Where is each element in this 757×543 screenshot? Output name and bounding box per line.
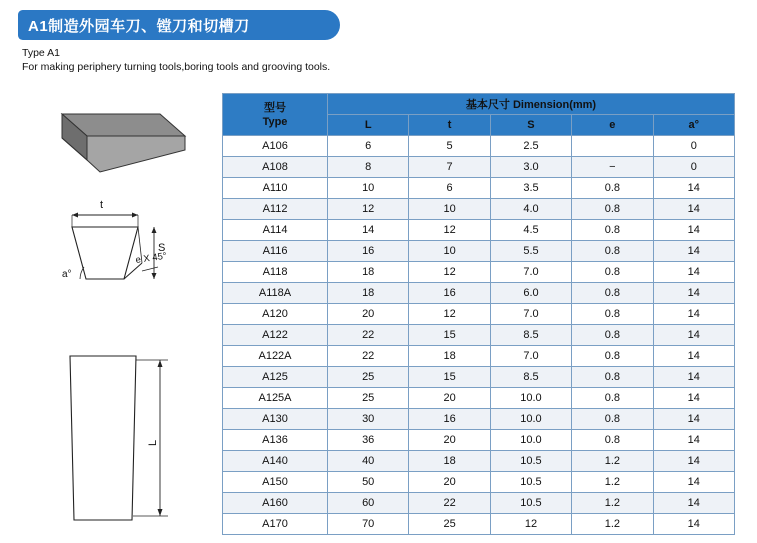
cell-L: 40 xyxy=(328,451,409,472)
cell-type: A122A xyxy=(223,346,328,367)
table-row xyxy=(223,514,735,535)
cell-a: 14 xyxy=(653,178,734,199)
cell-t: 12 xyxy=(409,304,490,325)
table-row xyxy=(223,178,735,199)
cell-S: 10.0 xyxy=(490,409,571,430)
cell-e: 0.8 xyxy=(572,220,653,241)
cell-type: A130 xyxy=(223,409,328,430)
cell-a: 14 xyxy=(653,409,734,430)
cell-t: 22 xyxy=(409,493,490,514)
table-row xyxy=(223,430,735,451)
cell-type: A118 xyxy=(223,262,328,283)
svg-text:a°: a° xyxy=(62,269,72,280)
cell-e: 1.2 xyxy=(572,493,653,514)
cell-type: A125A xyxy=(223,388,328,409)
cell-type: A125 xyxy=(223,367,328,388)
cell-a: 14 xyxy=(653,220,734,241)
cell-t: 20 xyxy=(409,430,490,451)
cell-e: 1.2 xyxy=(572,472,653,493)
cell-a: 14 xyxy=(653,241,734,262)
table-row xyxy=(223,409,735,430)
cell-S: 5.5 xyxy=(490,241,571,262)
cell-e: 1.2 xyxy=(572,514,653,535)
header-col-a: a° xyxy=(653,115,734,136)
cell-t: 15 xyxy=(409,325,490,346)
table-row xyxy=(223,388,735,409)
cell-a: 14 xyxy=(653,430,734,451)
table-row xyxy=(223,451,735,472)
cell-L: 36 xyxy=(328,430,409,451)
cell-L: 14 xyxy=(328,220,409,241)
cell-S: 10.5 xyxy=(490,472,571,493)
cell-t: 12 xyxy=(409,220,490,241)
table-row xyxy=(223,367,735,388)
table-header xyxy=(223,94,735,136)
cell-type: A160 xyxy=(223,493,328,514)
cell-a: 14 xyxy=(653,514,734,535)
cell-a: 14 xyxy=(653,367,734,388)
cell-t: 15 xyxy=(409,367,490,388)
cell-e: − xyxy=(572,157,653,178)
cell-S: 10.0 xyxy=(490,388,571,409)
cell-t: 7 xyxy=(409,157,490,178)
cell-e: 0.8 xyxy=(572,199,653,220)
cell-S: 10.5 xyxy=(490,451,571,472)
table-row xyxy=(223,325,735,346)
cell-type: A120 xyxy=(223,304,328,325)
cell-a: 14 xyxy=(653,388,734,409)
cell-S: 4.5 xyxy=(490,220,571,241)
table-row xyxy=(223,346,735,367)
cell-e: 0.8 xyxy=(572,388,653,409)
cell-a: 14 xyxy=(653,325,734,346)
cell-a: 14 xyxy=(653,199,734,220)
cell-a: 14 xyxy=(653,493,734,514)
cell-S: 6.0 xyxy=(490,283,571,304)
cell-S: 7.0 xyxy=(490,346,571,367)
cell-L: 25 xyxy=(328,367,409,388)
cell-t: 16 xyxy=(409,283,490,304)
cell-S: 8.5 xyxy=(490,367,571,388)
cell-S: 12 xyxy=(490,514,571,535)
cell-a: 0 xyxy=(653,136,734,157)
table-body xyxy=(223,136,735,535)
cell-L: 25 xyxy=(328,388,409,409)
cell-S: 4.0 xyxy=(490,199,571,220)
table-row xyxy=(223,241,735,262)
table-row xyxy=(223,157,735,178)
cell-type: A140 xyxy=(223,451,328,472)
cell-L: 70 xyxy=(328,514,409,535)
cell-L: 18 xyxy=(328,283,409,304)
cell-S: 10.5 xyxy=(490,493,571,514)
cell-L: 6 xyxy=(328,136,409,157)
header-type-cn: 型号 xyxy=(264,101,286,114)
cell-L: 12 xyxy=(328,199,409,220)
table-row xyxy=(223,304,735,325)
header-type-en: Type xyxy=(262,115,288,128)
cell-e: 0.8 xyxy=(572,178,653,199)
page-header-bar xyxy=(18,10,340,40)
cell-a: 14 xyxy=(653,283,734,304)
cell-a: 14 xyxy=(653,304,734,325)
cell-type: A118A xyxy=(223,283,328,304)
cell-L: 30 xyxy=(328,409,409,430)
cell-t: 6 xyxy=(409,178,490,199)
specification-table xyxy=(222,93,735,535)
cell-e: 0.8 xyxy=(572,346,653,367)
cell-L: 18 xyxy=(328,262,409,283)
subtitle-block xyxy=(22,46,330,74)
cell-type: A170 xyxy=(223,514,328,535)
cell-e: 0.8 xyxy=(572,304,653,325)
technical-drawings xyxy=(0,88,215,538)
table-row xyxy=(223,493,735,514)
cell-S: 8.5 xyxy=(490,325,571,346)
cell-S: 3.5 xyxy=(490,178,571,199)
cell-S: 3.0 xyxy=(490,157,571,178)
cell-type: A106 xyxy=(223,136,328,157)
header-col-e: e xyxy=(572,115,653,136)
cell-type: A112 xyxy=(223,199,328,220)
cell-t: 16 xyxy=(409,409,490,430)
cell-type: A122 xyxy=(223,325,328,346)
cell-type: A110 xyxy=(223,178,328,199)
cell-L: 60 xyxy=(328,493,409,514)
table-row xyxy=(223,262,735,283)
cell-a: 14 xyxy=(653,451,734,472)
header-dimension: 基本尺寸 Dimension(mm) xyxy=(328,94,735,115)
specification-table-wrapper xyxy=(222,93,735,535)
cell-type: A136 xyxy=(223,430,328,451)
cell-t: 20 xyxy=(409,388,490,409)
cross-section-drawing xyxy=(50,193,210,323)
cell-e: 0.8 xyxy=(572,325,653,346)
cell-L: 20 xyxy=(328,304,409,325)
header-type xyxy=(223,94,328,136)
table-row xyxy=(223,220,735,241)
cell-a: 14 xyxy=(653,472,734,493)
cell-type: A150 xyxy=(223,472,328,493)
cell-e: 0.8 xyxy=(572,367,653,388)
isometric-insert-drawing xyxy=(40,98,205,188)
cell-L: 22 xyxy=(328,325,409,346)
cell-t: 18 xyxy=(409,451,490,472)
subtitle-type: Type A1 xyxy=(22,47,60,59)
page-title: A1制造外园车刀、镗刀和切槽刀 xyxy=(28,17,250,35)
cell-t: 25 xyxy=(409,514,490,535)
table-row xyxy=(223,199,735,220)
cell-L: 22 xyxy=(328,346,409,367)
cell-L: 10 xyxy=(328,178,409,199)
cell-S: 7.0 xyxy=(490,262,571,283)
cell-e: 1.2 xyxy=(572,451,653,472)
header-col-L: L xyxy=(328,115,409,136)
cell-e: 0.8 xyxy=(572,430,653,451)
table-row xyxy=(223,136,735,157)
cell-type: A108 xyxy=(223,157,328,178)
cell-e: 0.8 xyxy=(572,409,653,430)
header-col-t: t xyxy=(409,115,490,136)
cell-S: 2.5 xyxy=(490,136,571,157)
cell-S: 10.0 xyxy=(490,430,571,451)
cell-e: 0.8 xyxy=(572,283,653,304)
subtitle-description: For making periphery turning tools,boring tools and grooving tools. xyxy=(22,61,331,73)
cell-L: 8 xyxy=(328,157,409,178)
cell-a: 14 xyxy=(653,262,734,283)
side-view-drawing xyxy=(50,350,210,540)
cell-a: 14 xyxy=(653,346,734,367)
cell-type: A116 xyxy=(223,241,328,262)
svg-text:L: L xyxy=(147,439,159,446)
cell-L: 50 xyxy=(328,472,409,493)
cell-t: 5 xyxy=(409,136,490,157)
svg-text:S: S xyxy=(158,242,166,254)
svg-text:t: t xyxy=(100,199,104,211)
svg-text:e X 45°: e X 45° xyxy=(134,250,168,266)
cell-L: 16 xyxy=(328,241,409,262)
cell-type: A114 xyxy=(223,220,328,241)
table-row xyxy=(223,472,735,493)
table-row xyxy=(223,283,735,304)
cell-t: 12 xyxy=(409,262,490,283)
cell-t: 18 xyxy=(409,346,490,367)
cell-t: 10 xyxy=(409,199,490,220)
cell-e xyxy=(572,136,653,157)
cell-a: 0 xyxy=(653,157,734,178)
cell-e: 0.8 xyxy=(572,262,653,283)
cell-t: 20 xyxy=(409,472,490,493)
cell-e: 0.8 xyxy=(572,241,653,262)
cell-t: 10 xyxy=(409,241,490,262)
header-col-S: S xyxy=(490,115,571,136)
cell-S: 7.0 xyxy=(490,304,571,325)
